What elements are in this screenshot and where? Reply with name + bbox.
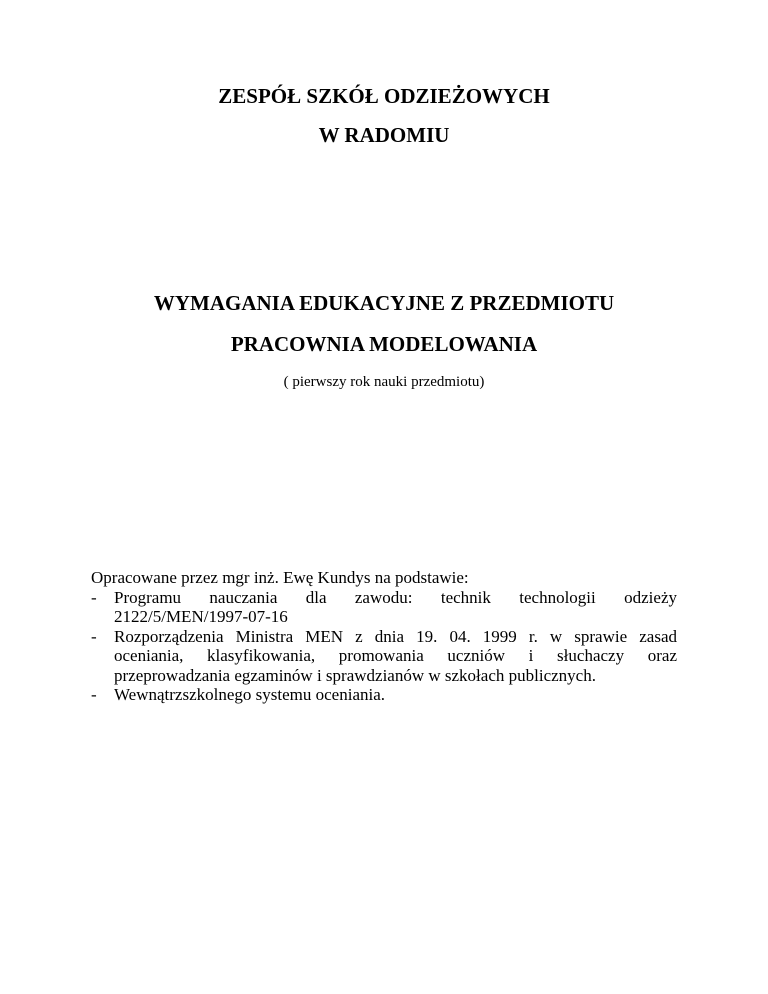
basis-list (91, 588, 677, 705)
school-city: W RADOMIU (318, 123, 450, 147)
basis-item-program-line-1: Programu nauczania dla zawodu: technik technologii odzieży (114, 587, 677, 607)
basis-section (91, 568, 677, 705)
basis-item-regulation-line-2: oceniania, klasyfikowania, promowania uczniów i słuchaczy oraz (114, 646, 677, 665)
document-title-line-1: WYMAGANIA EDUKACYJNE Z PRZEDMIOTU (153, 291, 615, 315)
basis-item-program (91, 588, 677, 627)
basis-item-program-line-2: 2122/5/MEN/1997-07-16 (114, 607, 288, 626)
basis-item-grading-system (91, 685, 677, 705)
list-dash: - (91, 587, 97, 607)
list-dash: - (91, 685, 97, 704)
basis-item-regulation (91, 627, 677, 686)
school-name: ZESPÓŁ SZKÓŁ ODZIEŻOWYCH (218, 84, 550, 108)
basis-item-regulation-line-3: przeprowadzania egzaminów i sprawdzianów w szkołach publicznych. (114, 665, 596, 685)
basis-item-grading-system-line-1: Wewnątrzszkolnego systemu oceniania. (114, 685, 386, 704)
basis-item-regulation-line-1: Rozporządzenia Ministra MEN z dnia 19. 04. 1999 r. w sprawie zasad (114, 626, 677, 646)
list-dash: - (91, 626, 97, 646)
basis-intro: Opracowane przez mgr inż. Ewę Kundys na podstawie: (91, 568, 469, 587)
document-title-line-2: PRACOWNIA MODELOWANIA (230, 332, 538, 356)
document-subtitle: ( pierwszy rok nauki przedmiotu) (283, 374, 485, 390)
